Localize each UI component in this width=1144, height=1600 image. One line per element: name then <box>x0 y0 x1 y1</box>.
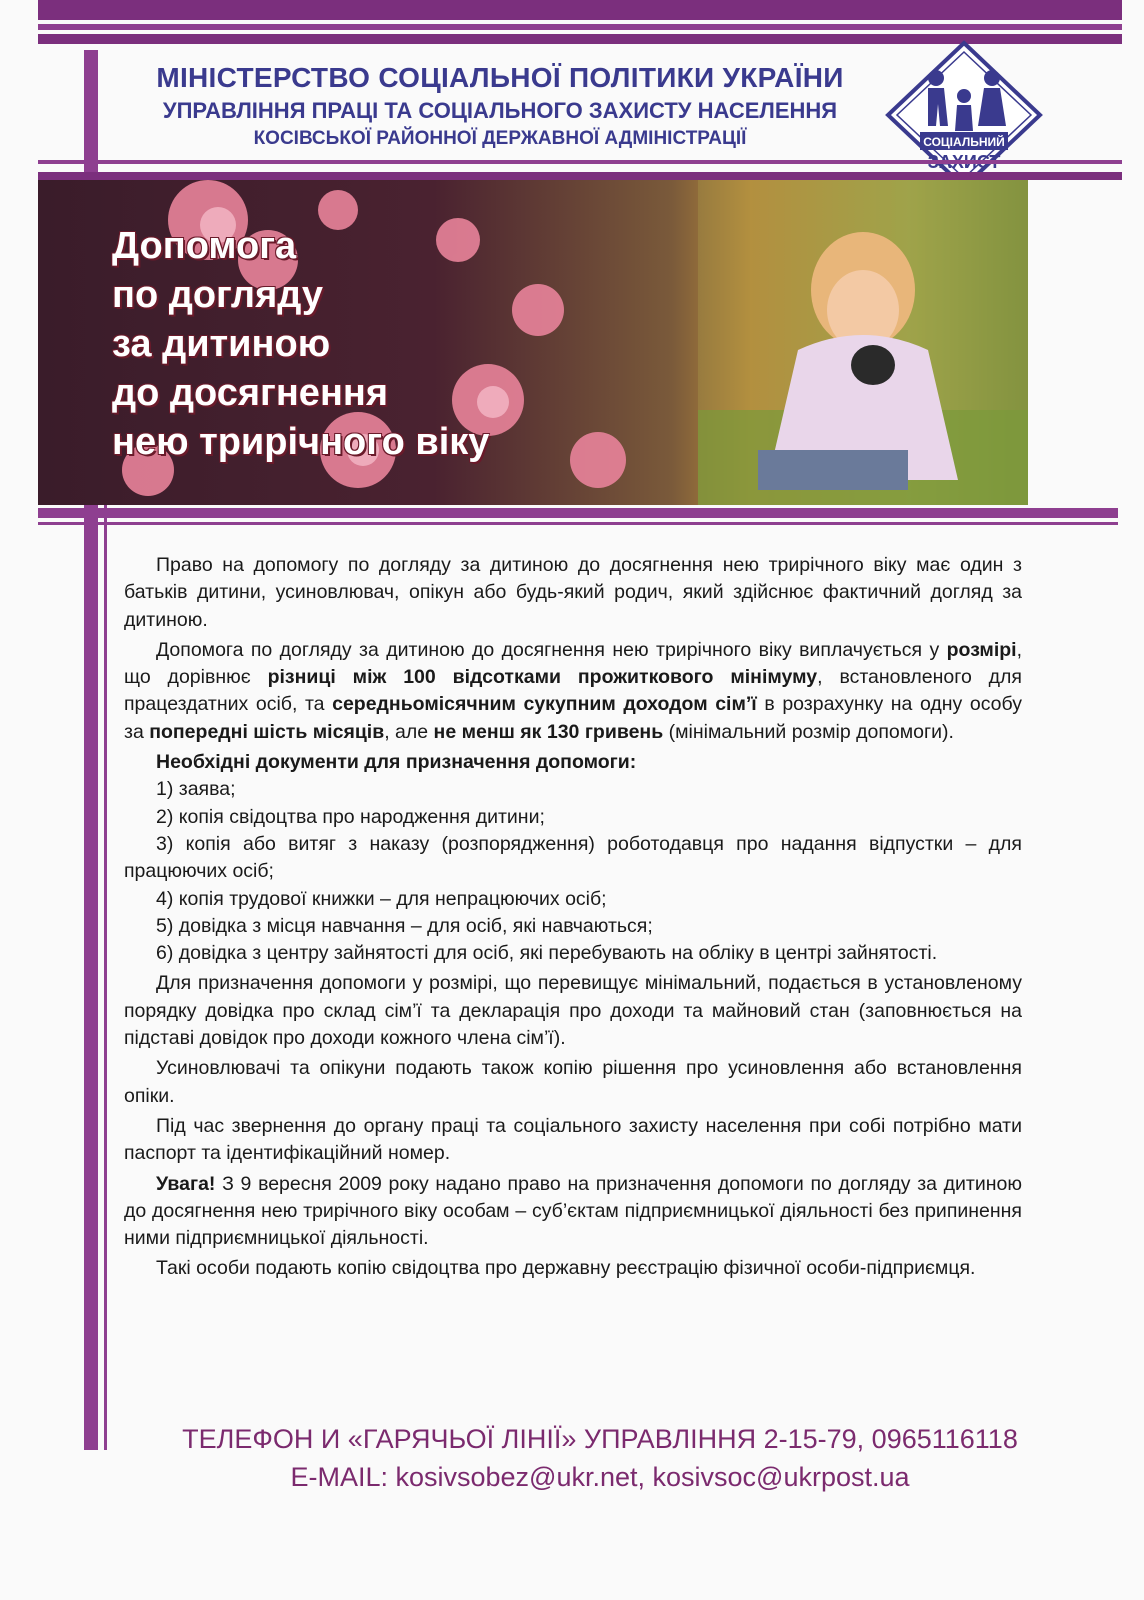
document-item: 1) заява; <box>156 778 236 801</box>
banner <box>38 180 1028 505</box>
text-span: , але <box>384 720 434 743</box>
bold-span: різниці між 100 відсотками прожиткового мінімуму <box>267 666 818 689</box>
paragraph: Такі особи подають копію свідоцтва про державну реєстрацію фізичної особи-підприємця. <box>156 1257 976 1280</box>
text-span: , що дорівнює <box>124 638 1022 689</box>
administration-name: КОСІВСЬКОЇ РАЙОННОЇ ДЕРЖАВНОЇ АДМІНІСТРАЦІЇ <box>253 128 747 149</box>
banner-divider <box>38 522 1118 525</box>
top-decorative-band <box>38 0 1122 20</box>
banner-title-line: до досягнення <box>112 372 389 414</box>
paragraph: Право на допомогу по догляду за дитиною до досягнення нею трирічного віку має один з батьків дитини, усиновлювач, опікун або будь-який родич, який здійснює фактичний догляд за дитиною. <box>124 554 1022 631</box>
masthead <box>120 62 880 150</box>
document-item: 5) довідка з місця навчання – для осіб, які навчаються; <box>156 914 653 937</box>
left-decorative-line <box>104 500 107 1450</box>
paragraph: Для призначення допомоги у розмірі, що перевищує мінімальний, подається в установленому порядку довідка про склад сім’ї та декларація про доходи та майновий стан (заповнюється на підставі довідок про доходи кожного члена сім’ї). <box>124 972 1022 1050</box>
department-name: УПРАВЛІННЯ ПРАЦІ ТА СОЦІАЛЬНОГО ЗАХИСТУ НАСЕЛЕННЯ <box>162 98 838 123</box>
banner-title-line: за дитиною <box>112 323 331 365</box>
contact-email: E-MAIL: kosivsobez@ukr.net, kosivsoc@ukrpost.ua <box>290 1462 910 1492</box>
document-item: 4) копія трудової книжки – для непрацюючих осіб; <box>156 887 607 910</box>
text-span: Допомога по догляду за дитиною до досягнення нею трирічного віку виплачується у <box>156 638 947 661</box>
text-span: З 9 вересня 2009 року надано право на призначення допомоги по догляду за дитиною до досягнення нею трирічного віку особам – суб’єктам підприємницької діяльності без припинення ними підприємницької діяльності. <box>124 1172 1022 1250</box>
logo-text-line1: СОЦІАЛЬНИЙ <box>923 135 1005 149</box>
hotline-phone: ТЕЛЕФОН И «ГАРЯЧЬОЇ ЛІНІЇ» УПРАВЛІННЯ 2-15-79, 0965116118 <box>182 1424 1018 1454</box>
document-item: 2) копія свідоцтва про народження дитини; <box>156 805 545 828</box>
article-body <box>124 552 1022 1286</box>
text-span: в розрахунку на одну особу за <box>124 693 1023 743</box>
contact-block <box>150 1420 1050 1496</box>
paragraph: Під час звернення до органу праці та соціального захисту населення при собі потрібно мати паспорт та ідентифікаційний номер. <box>124 1114 1022 1165</box>
paragraph: Усиновлювачі та опікуни подають також копію рішення про усиновлення або встановлення опіки. <box>124 1057 1022 1107</box>
top-decorative-band <box>38 24 1122 30</box>
banner-title-line: по догляду <box>112 274 323 316</box>
paragraph-amount <box>124 637 1022 746</box>
banner-title-line: Допомога <box>112 225 297 267</box>
header-divider <box>38 160 1122 180</box>
bold-span: не менш як 130 гривень <box>433 720 664 743</box>
attention-label: Увага! <box>156 1172 216 1195</box>
document-item: 6) довідка з центру зайнятості для осіб, які перебувають на обліку в центрі зайнятості. <box>156 942 938 965</box>
bold-span: розмірі <box>946 638 1017 661</box>
bold-span: середньомісячним сукупним доходом сім’ї <box>332 693 757 716</box>
document-item: 3) копія або витяг з наказу (розпорядження) роботодавця про надання відпустки – для працюючих осіб; <box>124 832 1022 883</box>
ministry-name: МІНІСТЕРСТВО СОЦІАЛЬНОЇ ПОЛІТИКИ УКРАЇНИ <box>156 62 844 93</box>
banner-title <box>112 222 489 467</box>
text-span: (мінімальний розмір допомоги). <box>663 720 954 743</box>
text-span: , встановленого для працездатних осіб, та <box>124 666 1022 716</box>
bold-span: попередні шість місяців <box>149 720 385 743</box>
documents-heading: Необхідні документи для призначення допомоги: <box>156 751 637 774</box>
banner-divider <box>38 508 1118 518</box>
paragraph-attention <box>124 1171 1022 1253</box>
banner-title-line: нею трирічного віку <box>112 421 490 463</box>
